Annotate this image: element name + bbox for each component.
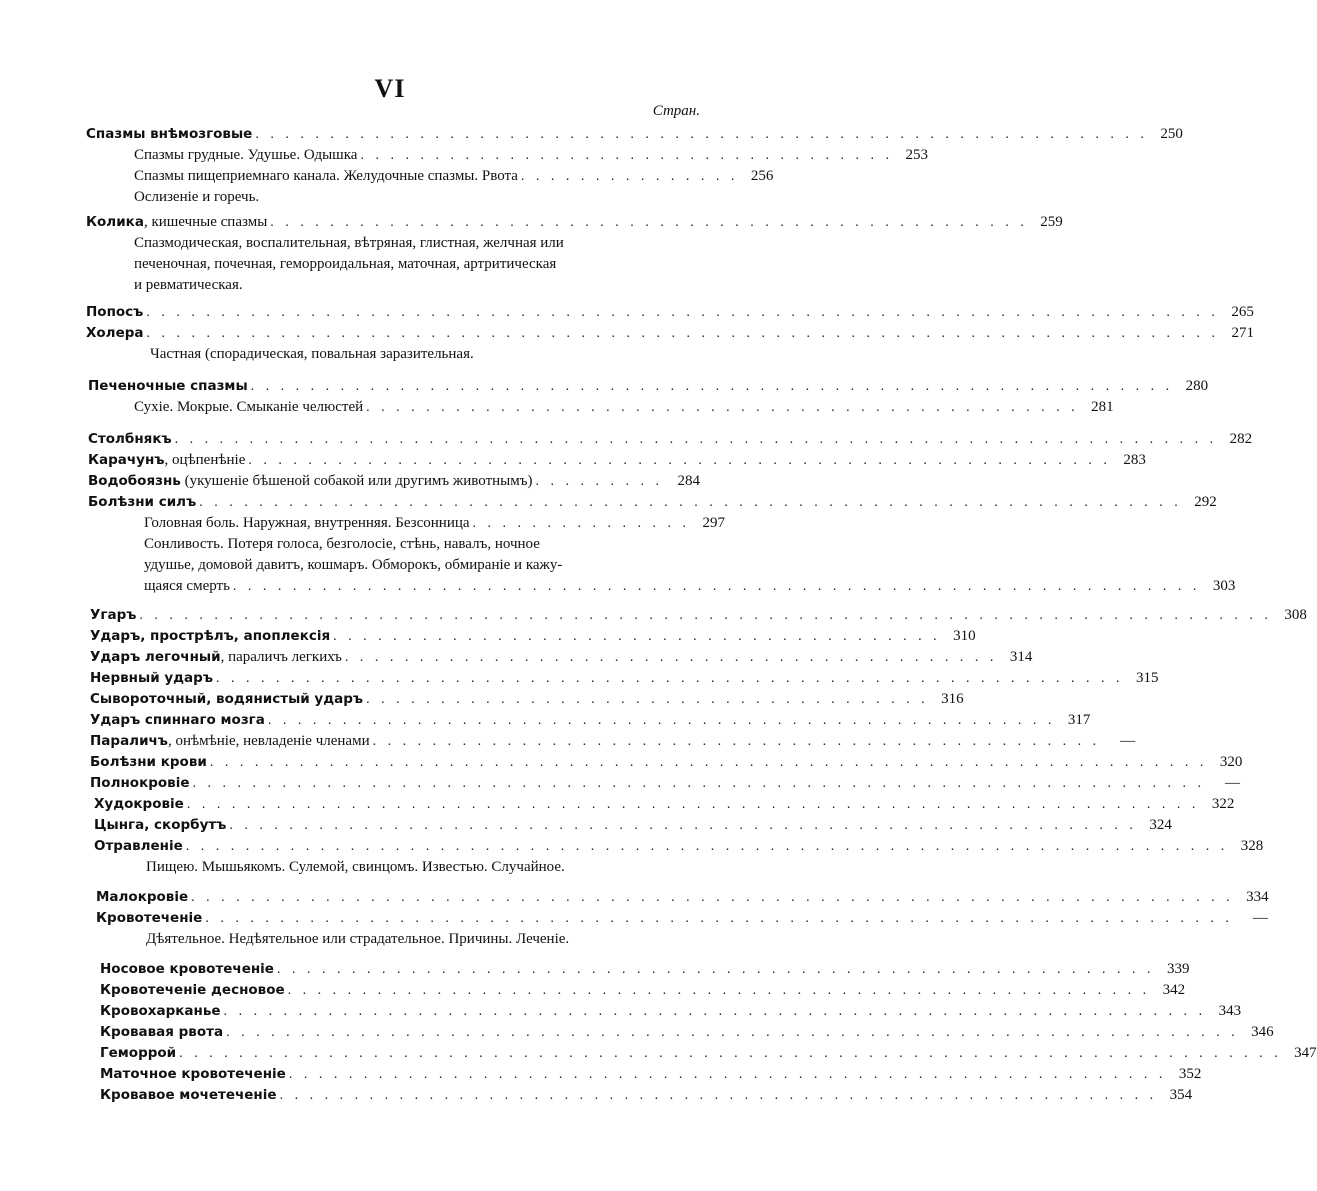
toc-entry: Параличъ, онѣмѣніе, невладеніе членами . . . . . . . . . . . . . . . . . . . . . . . . . . . . . . . . . . . . . . . . . . . . . . . . . — <box>90 730 698 752</box>
entry-title: Кровотеченіе <box>96 910 203 926</box>
subentry-text: и ревматическая. <box>134 277 243 293</box>
entry-title: Спазмы внѣмозговые <box>86 126 253 142</box>
toc-entry <box>86 322 1255 344</box>
toc-entry: Колика, кишечные спазмы . . . . . . . . . . . . . . . . . . . . . . . . . . . . . . . . . . . . . . . . . . . . . . . . . . . 259 <box>86 211 702 233</box>
entry-page: 282 <box>1229 431 1253 447</box>
toc-entry: Карачунъ, оцѣпенѣніе . . . . . . . . . . . . . . . . . . . . . . . . . . . . . . . . . . . . . . . . . . . . . . . . . . . . . . . . . . 283 <box>88 449 700 471</box>
subentry-text: Пищею. Мышьякомъ. Сулемой, свинцомъ. Известью. Случайное. <box>146 859 565 875</box>
entry-title: Параличъ <box>90 733 168 749</box>
leader-dots: . . . . . . . . . . . . . . . . . . . . . . . . . . . . . . . . . . . . . . . . . . . . . . . . . . . . . . . . . . . . . . . . . . <box>199 495 1182 510</box>
toc-entry: Водобоязнь (укушеніе бѣшеной собакой или другимъ животнымъ) . . . . . . . . . 284 <box>88 470 700 492</box>
leader-dots: . . . . . . . . . . . . . . . . . . . . . . . . . . . . . . . . . . . . . . . . . . . . . . . . . . . . . . . . . . . . . . . . . . . . . . <box>185 839 1229 854</box>
toc-subentry <box>134 165 774 187</box>
entry-page: 346 <box>1251 1024 1274 1040</box>
subentry-text: Сонливость. Потеря голоса, безголосіе, стѣнь, навалъ, ночное <box>144 536 540 552</box>
toc-entry <box>100 979 1186 1001</box>
entry-title: Маточное кровотеченіе <box>100 1066 286 1082</box>
entry-page: 324 <box>1149 817 1172 833</box>
toc-entry <box>90 751 1243 773</box>
subentry-text: печеночная, почечная, геморроидальная, маточная, артритическая <box>134 256 557 272</box>
entry-page: 297 <box>702 515 726 531</box>
entry-page: 256 <box>750 168 774 184</box>
leader-dots: . . . . . . . . . . . . . . . . . . . . . . . . . . . . . . . . . . . . . . . . . <box>333 629 941 644</box>
entry-title: Отравленіе <box>94 838 183 854</box>
entry-title: Болѣзни силъ <box>88 494 197 510</box>
leader-dots: . . . . . . . . . . . . . . . . . . . . . . . . . . . . . . . . . . . . . . . . . . . . . . . . . . . . . . . . . . . . . . . . . . . . . . . . . . . . <box>139 608 1272 623</box>
entry-page: 352 <box>1178 1066 1202 1082</box>
entry-title: Колика <box>86 214 144 230</box>
entry-page: 271 <box>1231 325 1255 341</box>
entry-page: 316 <box>941 691 964 707</box>
toc-entry <box>100 958 1190 980</box>
entry-page: 322 <box>1211 796 1235 812</box>
entry-page: 281 <box>1091 399 1114 415</box>
entry-page: — <box>1225 775 1240 791</box>
entry-title: Водобоязнь <box>88 473 181 489</box>
leader-dots: . . . . . . . . . . . . . . . . . . . . . . . . . . . . . . . . . . . . . . . . . . . . . . . . . . . . . . . . . . . . . <box>215 671 1124 686</box>
entry-page: — <box>1252 910 1268 926</box>
entry-title: Столбнякъ <box>88 431 172 447</box>
leader-dots: . . . . . . . . . . . . . . . . . . . . . . . . . . . . . . . . . . . . <box>360 148 893 163</box>
leader-dots: . . . . . . . . . . . . . . . . . . . . . . . . . . . . . . . . . . . . . . . . . . . . . . . . . . . . . . . . . . . . . . . . . . . <box>209 755 1208 770</box>
leader-dots: . . . . . . . . . . . . . . . <box>472 516 691 531</box>
toc-subentry <box>144 575 1236 597</box>
leader-dots: . . . . . . . . . . . . . . . . . . . . . . . . . . . . . . . . . . . . . . . . . . . . . . . . . . . . . . . . . . . . . . . . . . . . <box>186 797 1200 812</box>
leader-dots: . . . . . . . . . . . . . . . . . . . . . . . . . . . . . . . . . . . . . . . . . . . . . . . . . . . . . . . . . . . . . . . . . . <box>223 1004 1207 1019</box>
entry-page: 303 <box>1212 578 1236 594</box>
leader-dots: . . . . . . . . . . . . . . . . . . . . . . . . . . . . . . . . . . . . . . . . . . . . . . . . . . . . . . . . . . . . . . . . . . . . . . . . . . <box>179 1046 1282 1061</box>
entry-title: Попосъ <box>86 304 144 320</box>
entry-page: 310 <box>953 628 976 644</box>
subentry-text: Головная боль. Наружная, внутренняя. Безсонница <box>144 515 470 531</box>
toc-entry <box>94 835 1264 857</box>
toc-entry <box>88 491 1217 513</box>
entry-title: Кровавое мочетеченіе <box>100 1087 277 1103</box>
leader-dots: . . . . . . . . . . . . . . . . . . . . . . . . . . . . . . . . . . . . . . . . . . . . <box>344 650 998 665</box>
entry-title: Печеночные спазмы <box>88 378 248 394</box>
leader-dots: . . . . . . . . . . . . . . . . . . . . . . . . . . . . . . . . . . . . . . . . . . . . . . . . . . . . . . . . . . . . . . . . . . . . <box>226 1025 1239 1040</box>
leader-dots: . . . . . . . . . . . . . . . . . . . . . . . . . . . . . . . . . . . . . . . . . . . . . . . . . . . . . . . . . . . . . . . . . . . . . . . . <box>146 326 1220 341</box>
entry-title: Ударъ спиннаго мозга <box>90 712 265 728</box>
entry-title: Малокровіе <box>96 889 189 905</box>
entry-title: Карачунъ <box>88 452 165 468</box>
leader-dots: . . . . . . . . . . . . . . . <box>520 169 739 184</box>
leader-dots: . . . . . . . . . . . . . . . . . . . . . . . . . . . . . . . . . . . . . . . . . . . . . . . . . . . . . . . . . . . . . . . . . . . . . . . . <box>146 305 1219 320</box>
entry-page: 354 <box>1169 1087 1193 1103</box>
leader-dots: . . . . . . . . . <box>535 474 663 489</box>
toc-entry <box>100 1042 1317 1064</box>
entry-title-text <box>86 123 252 145</box>
toc-entry <box>94 793 1235 815</box>
entry-title: Ударъ легочный <box>90 649 221 665</box>
entry-page: 250 <box>1160 126 1183 142</box>
leader-dots: . . . . . . . . . . . . . . . . . . . . . . . . . . . . . . . . . . . . . . . . . . . . . . . . . . . . . . . . . . . . . . . . . <box>232 579 1201 594</box>
leader-dots: . . . . . . . . . . . . . . . . . . . . . . . . . . . . . . . . . . . . . . . . . . . . . . . . . . . . . . . . . . . . . . . . . . . . <box>192 776 1205 791</box>
entry-page: 259 <box>1040 214 1063 230</box>
entry-page: 315 <box>1135 670 1159 686</box>
entry-page: — <box>1120 733 1136 749</box>
entry-title: Холера <box>86 325 144 341</box>
entry-title: Нервный ударъ <box>90 670 213 686</box>
toc-entry <box>88 428 1253 450</box>
subentry-text: Спазмодическая, воспалительная, вѣтряная, глистная, желчная или <box>134 235 564 251</box>
leader-dots: . . . . . . . . . . . . . . . . . . . . . . . . . . . . . . . . . . . . . . . . . . . . . . . . . . . . . . . . . . . . . . . . . . . . . <box>205 911 1233 926</box>
entry-page: 342 <box>1162 982 1186 998</box>
toc-entry <box>90 625 976 647</box>
entry-page: 253 <box>905 147 928 163</box>
leader-dots: . . . . . . . . . . . . . . . . . . . . . . . . . . . . . . . . . . . . . . . . . . . . . . . . . . . . . . . . . . . . . . <box>250 379 1174 394</box>
leader-dots: . . . . . . . . . . . . . . . . . . . . . . . . . . . . . . . . . . . . . . . . . . . . . . . . . . . . . <box>267 713 1056 728</box>
leader-dots: . . . . . . . . . . . . . . . . . . . . . . . . . . . . . . . . . . . . . . . . . . . . . . . . . . . . . . . . . . . . . . . . . . . . . . <box>174 432 1218 447</box>
toc-entry <box>94 814 1172 836</box>
page-column-label: Стран. <box>652 103 700 119</box>
toc-entry: Ударъ легочный, параличъ легкихъ . . . . . . . . . . . . . . . . . . . . . . . . . . . . . . . . . . . . . . . . . . . . 314 <box>90 646 702 668</box>
toc-subentry <box>144 512 726 534</box>
subentry-text: Спазмы пищеприемнаго канала. Желудочные спазмы. Рвота <box>134 168 518 184</box>
entry-page: 308 <box>1284 607 1307 623</box>
entry-title: Полнокровіе <box>90 775 190 791</box>
subentry-text: Спазмы грудные. Удушье. Одышка <box>134 147 358 163</box>
entry-page: 265 <box>1231 304 1254 320</box>
leader-dots: . . . . . . . . . . . . . . . . . . . . . . . . . . . . . . . . . . . . . . . . . . . . . . . . . . . . . . . . . . . <box>288 1067 1167 1082</box>
entry-title: Ударъ, прострѣлъ, апоплексія <box>90 628 331 644</box>
toc-entry <box>90 604 1307 626</box>
toc-subentry <box>134 396 1114 418</box>
entry-page: 317 <box>1067 712 1091 728</box>
entry-title: Угаръ <box>90 607 137 623</box>
leader-dots: . . . . . . . . . . . . . . . . . . . . . . . . . . . . . . . . . . . . . . . . . . . . . . . . . . . . . . . . . . <box>287 983 1151 998</box>
leader-dots: . . . . . . . . . . . . . . . . . . . . . . . . . . . . . . . . . . . . . . . . . . . . . . . . . . . . . . . . . . <box>248 453 1111 468</box>
toc-entry <box>100 1084 1193 1106</box>
entry-page: 343 <box>1218 1003 1242 1019</box>
leader-dots: . . . . . . . . . . . . . . . . . . . . . . . . . . . . . . . . . . . . . . . . . . . . . . . . . . . . . . . . . . . <box>279 1088 1158 1103</box>
entry-page: 314 <box>1009 649 1033 665</box>
entry-page: 292 <box>1194 494 1217 510</box>
toc-entry <box>96 907 1268 929</box>
leader-dots: . . . . . . . . . . . . . . . . . . . . . . . . . . . . . . . . . . . . . . . . . . . . . . . . . . . . . . . . . . . . . <box>229 818 1137 833</box>
toc-entry <box>90 709 1091 731</box>
subentry-text: удушье, домовой давитъ, кошмаръ. Обморокъ, обмираніе и кажу- <box>144 557 563 573</box>
toc-entry <box>100 1063 1202 1085</box>
entry-title: Кровотеченіе десновое <box>100 982 285 998</box>
toc-entry <box>90 667 1159 689</box>
entry-page: 339 <box>1166 961 1190 977</box>
leader-dots: . . . . . . . . . . . . . . . . . . . . . . . . . . . . . . . . . . . . . . . . . . . . . . . . . <box>372 734 1101 749</box>
entry-title: Кровавая рвота <box>100 1024 224 1040</box>
subentry-text: Дѣятельное. Недѣятельное или страдательное. Причины. Леченіе. <box>146 931 570 947</box>
leader-dots: . . . . . . . . . . . . . . . . . . . . . . . . . . . . . . . . . . . . . . . . . . . . . . . . <box>366 400 1079 415</box>
toc-entry <box>86 123 1183 145</box>
subentry-text: щаяся смерть <box>144 578 230 594</box>
entry-title: Сывороточный, водянистый ударъ <box>90 691 364 707</box>
leader-dots: . . . . . . . . . . . . . . . . . . . . . . . . . . . . . . . . . . . . . . . . . . . . . . . . . . . . . . . . . . . <box>276 962 1155 977</box>
entry-page: 334 <box>1246 889 1269 905</box>
entry-page: 283 <box>1123 452 1146 468</box>
toc-entry <box>100 1021 1274 1043</box>
toc-entry <box>88 375 1209 397</box>
toc-entry <box>90 688 964 710</box>
page-folio: VI <box>374 74 406 103</box>
entry-page: 328 <box>1240 838 1264 854</box>
entry-title: Кровохарканье <box>100 1003 221 1019</box>
leader-dots: . . . . . . . . . . . . . . . . . . . . . . . . . . . . . . . . . . . . . . . . . . . . . . . . . . . . . . . . . . . . . . . . . . . . . . <box>191 890 1234 905</box>
entry-title: Геморрой <box>100 1045 177 1061</box>
toc-subentry <box>134 144 928 166</box>
toc-entry <box>100 1000 1242 1022</box>
leader-dots: . . . . . . . . . . . . . . . . . . . . . . . . . . . . . . . . . . . . . . <box>366 692 929 707</box>
entry-title: Цынга, скорбутъ <box>94 817 227 833</box>
entry-title: Носовое кровотеченіе <box>100 961 274 977</box>
entry-page: 280 <box>1185 378 1209 394</box>
subentry-text: Ослизеніе и горечь. <box>134 189 260 205</box>
entry-page: 320 <box>1219 754 1243 770</box>
toc-entry <box>90 772 1240 794</box>
entry-title: Болѣзни крови <box>90 754 207 770</box>
subentry-text: Сухіе. Мокрые. Смыканіе челюстей <box>134 399 364 415</box>
entry-page: 347 <box>1294 1045 1317 1061</box>
toc-entry <box>86 301 1254 323</box>
toc-entry <box>96 886 1269 908</box>
leader-dots: . . . . . . . . . . . . . . . . . . . . . . . . . . . . . . . . . . . . . . . . . . . . . . . . . . . . . . . . . . . . <box>255 127 1148 142</box>
entry-page: 284 <box>677 473 700 489</box>
entry-title: Худокровіе <box>94 796 184 812</box>
leader-dots: . . . . . . . . . . . . . . . . . . . . . . . . . . . . . . . . . . . . . . . . . . . . . . . . . . . <box>270 215 1028 230</box>
subentry-text: Частная (спорадическая, повальная заразительная. <box>150 346 474 362</box>
